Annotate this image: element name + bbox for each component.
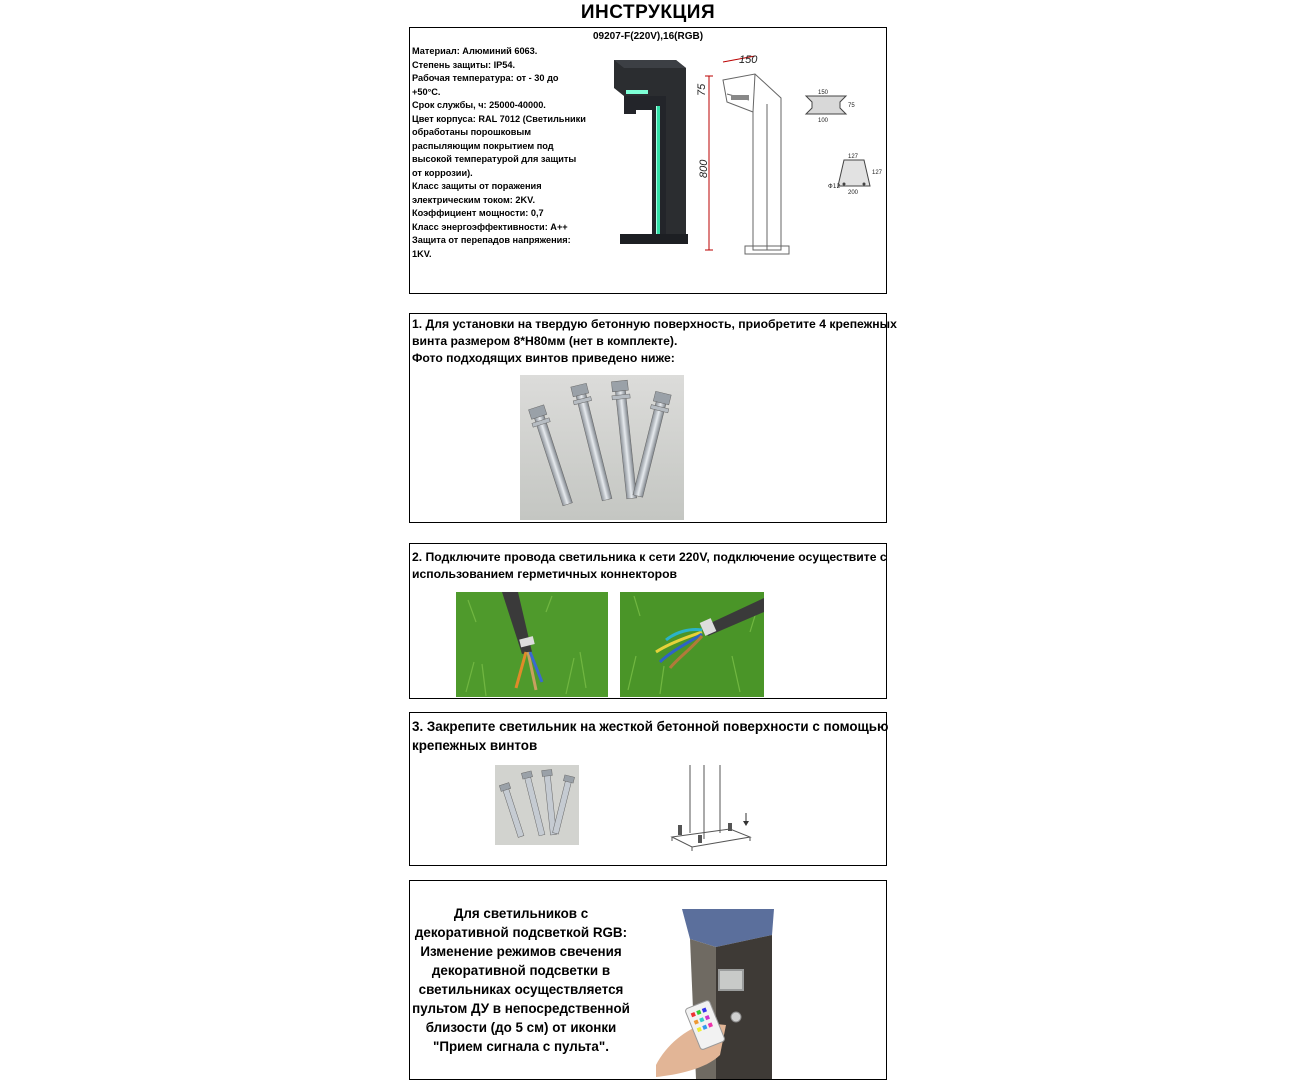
anchor-bolts-photo-small xyxy=(495,765,579,845)
spec-line: Коэффициент мощности: 0,7 xyxy=(412,208,544,218)
spec-line: Степень защиты: IP54. xyxy=(412,59,516,70)
spec-line: электрическим током: 2KV. xyxy=(412,194,536,205)
step1-text xyxy=(412,316,897,367)
spec-list xyxy=(412,45,586,261)
base-top: 127 xyxy=(848,154,859,160)
dim-head-height: 75 xyxy=(696,83,708,96)
profile-section-drawing xyxy=(802,86,856,124)
step3-panel xyxy=(409,712,887,866)
spec-line: распыляющим покрытием под xyxy=(412,140,554,151)
spec-line: Защита от перепадов напряжения: xyxy=(412,235,571,245)
spec-line: обработаны порошковым xyxy=(412,127,532,137)
rgb-line: декоративной подсветки в xyxy=(431,963,611,978)
rgb-line: Изменение режимов свечения xyxy=(420,944,622,959)
rgb-panel xyxy=(409,880,887,1080)
rgb-line: светильниках осуществляется xyxy=(418,982,624,997)
spec-panel xyxy=(409,27,887,294)
profile-top: 150 xyxy=(818,90,829,96)
model-number: 09207-F(220V),16(RGB) xyxy=(593,31,704,42)
spec-line: Цвет корпуса: RAL 7012 (Светильники xyxy=(412,113,586,124)
base-side: 127 xyxy=(872,170,883,176)
spec-line: от коррозии). xyxy=(412,167,473,178)
base-plate-drawing xyxy=(828,150,886,196)
step1-line: винта размером 8*H80мм (нет в комплекте). xyxy=(412,334,678,348)
wires-photo-right xyxy=(620,592,764,697)
step1-line: 1. Для установки на твердую бетонную поверхность, приобретите 4 крепежных xyxy=(412,317,897,331)
step3-line: 3. Закрепите светильник на жесткой бетонной поверхности с помощью xyxy=(412,719,889,734)
spec-line: Класс защиты от поражения xyxy=(412,181,542,191)
profile-bottom: 100 xyxy=(818,118,829,124)
spec-line: +50°C. xyxy=(412,86,441,97)
dim-width: 150 xyxy=(739,54,758,66)
step2-line: использованием герметичных коннекторов xyxy=(412,567,678,581)
step2-panel xyxy=(409,543,887,699)
step2-text xyxy=(412,549,887,583)
product-photo xyxy=(606,54,688,244)
spec-line: Срок службы, ч: 25000-40000. xyxy=(412,100,546,110)
spec-line: высокой температурой для защиты xyxy=(412,154,577,164)
step3-line: крепежных винтов xyxy=(412,737,538,753)
page-title: ИНСТРУКЦИЯ xyxy=(580,2,716,23)
step3-text xyxy=(412,718,888,755)
rgb-line: декоративной подсветкой RGB: xyxy=(414,925,628,940)
remote-control-photo xyxy=(656,905,780,1079)
step1-line: Фото подходящих винтов приведено ниже: xyxy=(412,351,675,365)
profile-side: 75 xyxy=(848,103,855,109)
mounting-drawing xyxy=(668,763,754,851)
dimension-drawing xyxy=(685,50,797,256)
step2-line: 2. Подключите провода светильника к сети 220V, подключение осуществите с xyxy=(412,550,887,564)
spec-line: Материал: Алюминий 6063. xyxy=(412,46,538,56)
rgb-text xyxy=(410,904,632,1056)
wires-photo-left xyxy=(456,592,608,697)
base-hole: Φ12 xyxy=(828,183,841,190)
rgb-line: близости (до 5 см) от иконки xyxy=(425,1020,617,1035)
step1-panel xyxy=(409,313,897,523)
spec-line: Рабочая температура: от - 30 до xyxy=(412,73,559,83)
rgb-line: пультом ДУ в непосредственной xyxy=(412,1001,630,1016)
spec-line: Класс энергоэффективности: A++ xyxy=(412,221,568,232)
base-bottom: 200 xyxy=(848,190,859,196)
dim-height: 800 xyxy=(698,159,710,178)
rgb-line: "Прием сигнала с пульта". xyxy=(433,1039,609,1054)
rgb-line: Для светильников с xyxy=(453,906,589,921)
spec-line: 1KV. xyxy=(412,248,432,259)
anchor-bolts-photo xyxy=(520,375,684,520)
